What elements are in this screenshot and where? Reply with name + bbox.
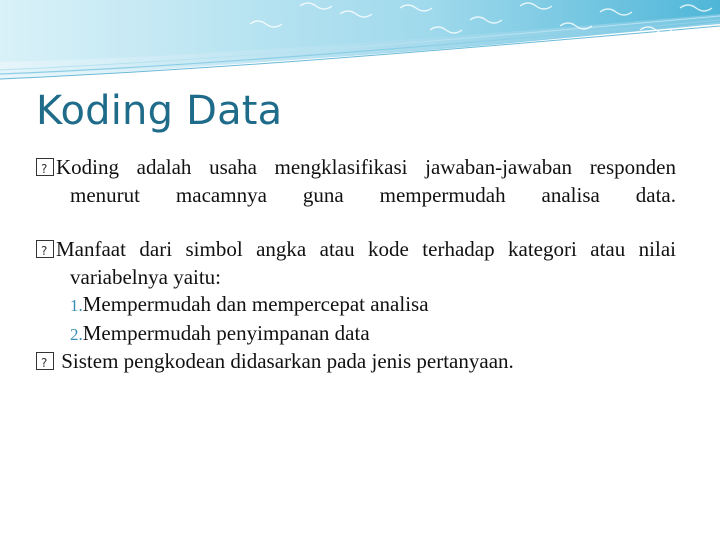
bullet-text: Sistem pengkodean didasarkan pada jenis pertanyaan.	[56, 349, 514, 373]
missing-glyph-bullet-icon	[36, 158, 54, 176]
numbered-item	[36, 320, 676, 349]
slide-content	[36, 154, 676, 376]
bullet-point	[36, 154, 676, 236]
numbered-item	[36, 291, 676, 320]
item-number: 1.	[70, 296, 83, 315]
bullet-point	[36, 236, 676, 291]
bullet-point	[36, 348, 676, 376]
slide-title: Koding Data	[36, 88, 283, 134]
item-number: 2.	[70, 324, 83, 344]
bullet-text: Manfaat dari simbol angka atau kode terhadap kategori atau nilai variabelnya yaitu:	[56, 237, 676, 289]
item-text: Mempermudah dan mempercepat analisa	[82, 292, 429, 316]
missing-glyph-bullet-icon	[36, 240, 54, 258]
bullet-text: Koding adalah usaha mengklasifikasi jawaban-jawaban responden menurut macamnya guna mempermudah analisa data.	[56, 155, 676, 207]
item-text: Mempermudah penyimpanan data	[82, 320, 370, 345]
missing-glyph-bullet-icon	[36, 352, 54, 370]
header-wave-banner	[0, 0, 720, 90]
